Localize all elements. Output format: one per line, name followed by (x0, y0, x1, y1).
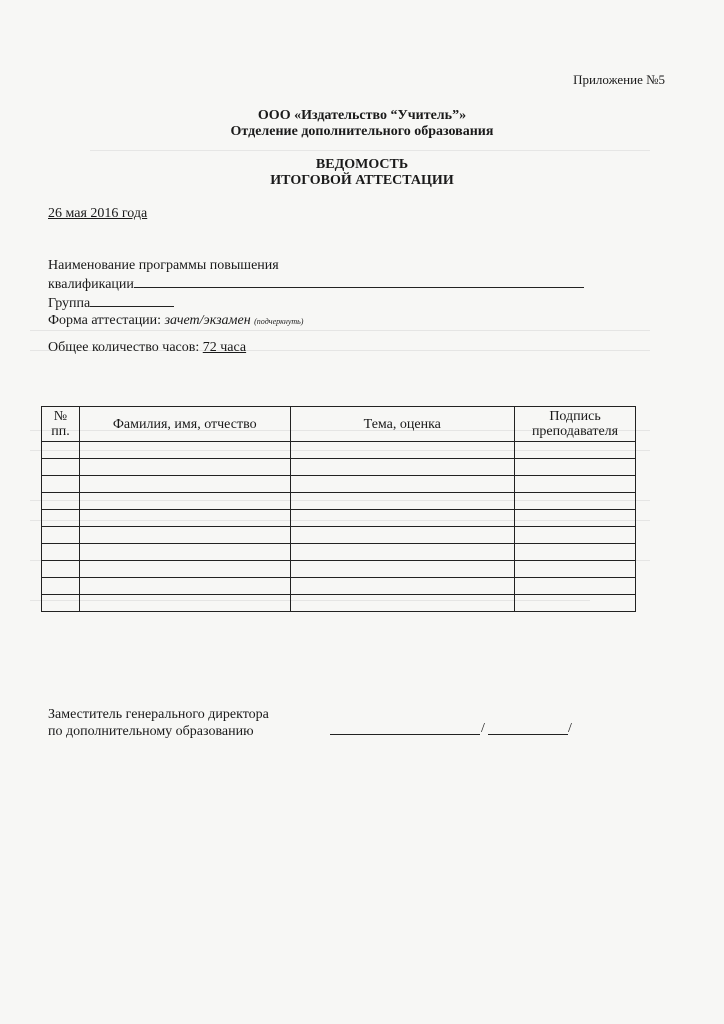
cell-teacher-signature[interactable] (515, 493, 636, 510)
signature-slash-2: / (568, 721, 572, 736)
header-topic-grade: Тема, оценка (290, 407, 515, 442)
program-name-blank[interactable] (134, 274, 584, 288)
group-label: Группа (48, 296, 91, 311)
hours-row (48, 340, 246, 356)
cell-teacher-signature[interactable] (515, 578, 636, 595)
form-value: зачет/экзамен (164, 313, 251, 328)
cell-teacher-signature[interactable] (515, 527, 636, 544)
table-body (42, 442, 636, 612)
signature-line (330, 720, 570, 737)
hours-value: 72 часа (202, 340, 247, 355)
cell-teacher-signature[interactable] (515, 442, 636, 459)
table-row (42, 578, 636, 595)
cell-topic-grade[interactable] (290, 459, 515, 476)
program-field-row (48, 274, 584, 293)
cell-full-name[interactable] (79, 476, 290, 493)
form-field-row (48, 312, 584, 330)
header-full-name: Фамилия, имя, отчество (79, 407, 290, 442)
table-row (42, 510, 636, 527)
organization-name: ООО «Издательство “Учитель”» (257, 108, 467, 123)
document-title-line2: ИТОГОВОЙ АТТЕСТАЦИИ (270, 173, 454, 188)
cell-number[interactable] (42, 510, 80, 527)
signatory-title-line1: Заместитель генерального директора (48, 707, 269, 722)
cell-topic-grade[interactable] (290, 544, 515, 561)
cell-teacher-signature[interactable] (515, 595, 636, 612)
group-field-row (48, 293, 584, 312)
form-fields (48, 257, 584, 330)
signature-blank[interactable] (330, 734, 480, 735)
document-date: 26 мая 2016 года (48, 206, 148, 221)
cell-teacher-signature[interactable] (515, 510, 636, 527)
header-teacher-signature: Подпись преподавателя (515, 407, 636, 442)
organization-department: Отделение дополнительного образования (230, 124, 494, 139)
signatory-block (48, 706, 269, 740)
signature-name-blank[interactable] (488, 734, 568, 735)
signature-slash-1: / (481, 721, 485, 736)
table-row (42, 527, 636, 544)
cell-teacher-signature[interactable] (515, 459, 636, 476)
cell-topic-grade[interactable] (290, 527, 515, 544)
table-row (42, 561, 636, 578)
cell-full-name[interactable] (79, 544, 290, 561)
cell-topic-grade[interactable] (290, 578, 515, 595)
document-title (0, 157, 724, 189)
table-row (42, 493, 636, 510)
cell-full-name[interactable] (79, 578, 290, 595)
cell-full-name[interactable] (79, 595, 290, 612)
cell-full-name[interactable] (79, 527, 290, 544)
cell-number[interactable] (42, 595, 80, 612)
cell-teacher-signature[interactable] (515, 476, 636, 493)
cell-full-name[interactable] (79, 510, 290, 527)
cell-number[interactable] (42, 459, 80, 476)
cell-teacher-signature[interactable] (515, 544, 636, 561)
cell-full-name[interactable] (79, 561, 290, 578)
hours-label: Общее количество часов: (48, 340, 200, 355)
table-row (42, 476, 636, 493)
cell-topic-grade[interactable] (290, 476, 515, 493)
cell-topic-grade[interactable] (290, 561, 515, 578)
cell-full-name[interactable] (79, 459, 290, 476)
program-label-line2: квалификации (48, 277, 134, 292)
program-label-line1: Наименование программы повышения (48, 258, 279, 273)
appendix-label: Приложение №5 (573, 72, 665, 87)
table-row (42, 544, 636, 561)
table-header-row (42, 407, 636, 442)
group-blank[interactable] (90, 293, 174, 307)
cell-teacher-signature[interactable] (515, 561, 636, 578)
cell-number[interactable] (42, 544, 80, 561)
cell-number[interactable] (42, 442, 80, 459)
cell-number[interactable] (42, 561, 80, 578)
cell-number[interactable] (42, 578, 80, 595)
table-row (42, 595, 636, 612)
table-row (42, 459, 636, 476)
cell-full-name[interactable] (79, 493, 290, 510)
form-note: (подчеркнуть) (254, 317, 304, 326)
cell-topic-grade[interactable] (290, 595, 515, 612)
cell-number[interactable] (42, 493, 80, 510)
document-title-line1: ВЕДОМОСТЬ (315, 157, 409, 172)
table-row (42, 442, 636, 459)
cell-number[interactable] (42, 476, 80, 493)
cell-number[interactable] (42, 527, 80, 544)
header-number: № пп. (42, 407, 80, 442)
cell-topic-grade[interactable] (290, 493, 515, 510)
signatory-title-line2: по дополнительному образованию (48, 724, 254, 739)
attestation-table (41, 406, 636, 612)
form-label: Форма аттестации: (48, 313, 162, 328)
cell-full-name[interactable] (79, 442, 290, 459)
cell-topic-grade[interactable] (290, 442, 515, 459)
cell-topic-grade[interactable] (290, 510, 515, 527)
organization-header (0, 108, 724, 140)
